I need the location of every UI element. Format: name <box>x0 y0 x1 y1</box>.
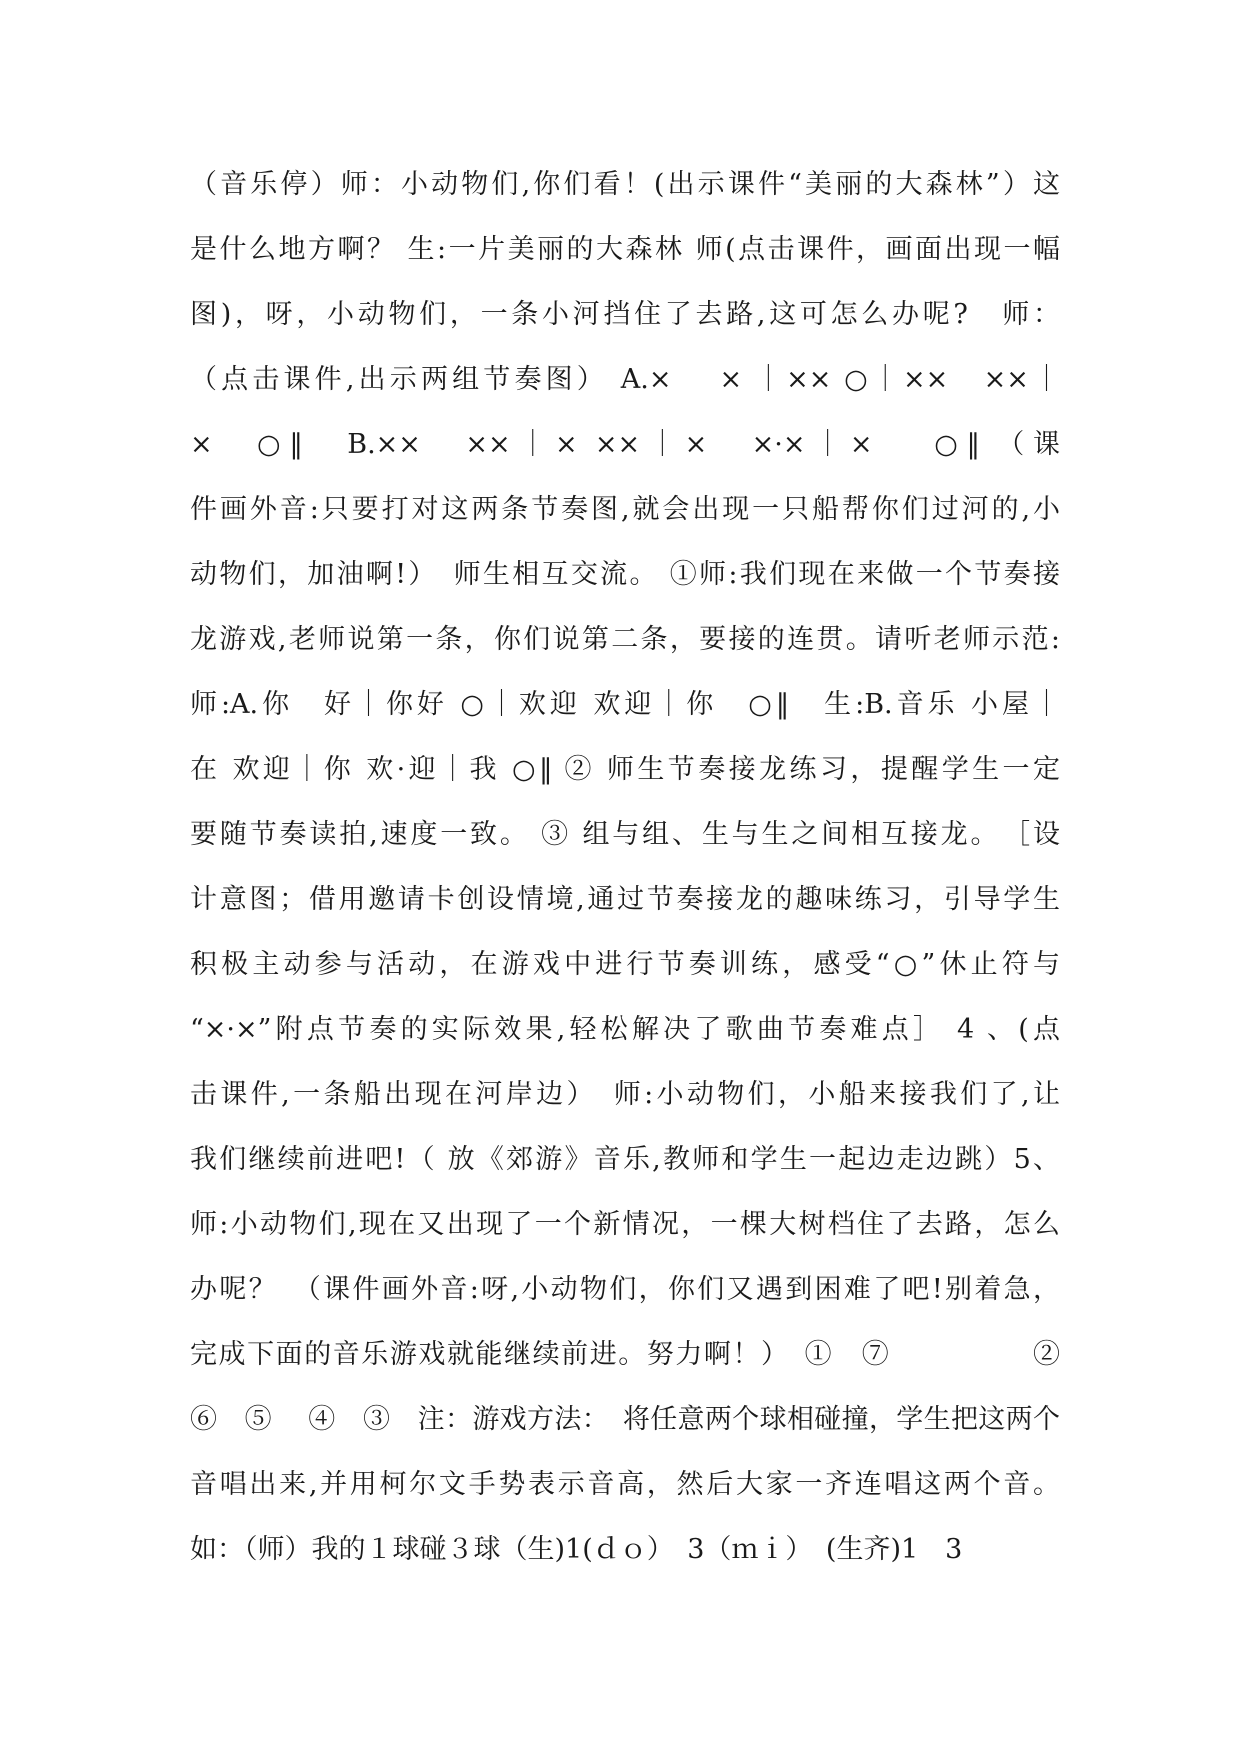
text-line: 是什么地方啊？ 生:一片美丽的大森林 师(点击课件，画面出现一幅 <box>190 234 1060 265</box>
text-line: 龙游戏,老师说第一条，你们说第二条，要接的连贯。请听老师示范: <box>190 624 1060 655</box>
text-line: 师:小动物们,现在又出现了一个新情况，一棵大树档住了去路，怎么 <box>190 1209 1060 1240</box>
text-line: 在 欢迎｜你 欢·迎｜我 ○‖ ② 师生节奏接龙练习，提醒学生一定 <box>190 754 1060 785</box>
text-line: 办呢？ （课件画外音:呀,小动物们，你们又遇到困难了吧!别着急， <box>190 1274 1060 1305</box>
text-line: 完成下面的音乐游戏就能继续前进。努力啊！） ① ⑦ ② <box>190 1339 1060 1370</box>
text-line: ⑥ ⑤ ④ ③ 注：游戏方法： 将任意两个球相碰撞，学生把这两个 <box>190 1404 1060 1435</box>
text-line: 如：（师）我的１球碰３球（生)1(ｄｏ） 3（ｍｉ） (生齐)1 3 <box>190 1534 963 1565</box>
text-line: “×·×”附点节奏的实际效果,轻松解决了歌曲节奏难点］ 4 、(点 <box>190 1014 1060 1045</box>
text-line: 件画外音:只要打对这两条节奏图,就会出现一只船帮你们过河的,小 <box>190 494 1060 525</box>
text-line: 计意图；借用邀请卡创设情境,通过节奏接龙的趣味练习，引导学生 <box>190 884 1060 915</box>
text-line: 要随节奏读拍,速度一致。 ③ 组与组、生与生之间相互接龙。 ［设 <box>190 819 1060 850</box>
text-line: × ○‖ B.×× ××｜× ××｜× ×·×｜× ○‖ （课 <box>190 429 1060 460</box>
text-line: 我们继续前进吧!（ 放《郊游》音乐,教师和学生一起边走边跳）5、 <box>190 1144 1060 1175</box>
text-line: （点击课件,出示两组节奏图） A.× × ｜×× ○｜×× ××｜ <box>190 364 1060 395</box>
text-line: 图)，呀，小动物们，一条小河挡住了去路,这可怎么办呢? 师： <box>190 299 1060 330</box>
text-line: 积极主动参与活动，在游戏中进行节奏训练，感受“○”休止符与 <box>190 949 1060 980</box>
text-line: 师:A.你 好｜你好 ○｜欢迎 欢迎｜你 ○‖ 生:B.音乐 小屋｜ <box>190 689 1060 720</box>
text-line: 击课件,一条船出现在河岸边） 师:小动物们，小船来接我们了,让 <box>190 1079 1060 1110</box>
text-line: （音乐停）师：小动物们,你们看！(出示课件“美丽的大森林”）这 <box>190 169 1060 200</box>
body-text <box>190 160 1060 1590</box>
text-line: 动物们，加油啊!） 师生相互交流。 ①师:我们现在来做一个节奏接 <box>190 559 1060 590</box>
text-line: 音唱出来,并用柯尔文手势表示音高，然后大家一齐连唱这两个音。 <box>190 1469 1060 1500</box>
